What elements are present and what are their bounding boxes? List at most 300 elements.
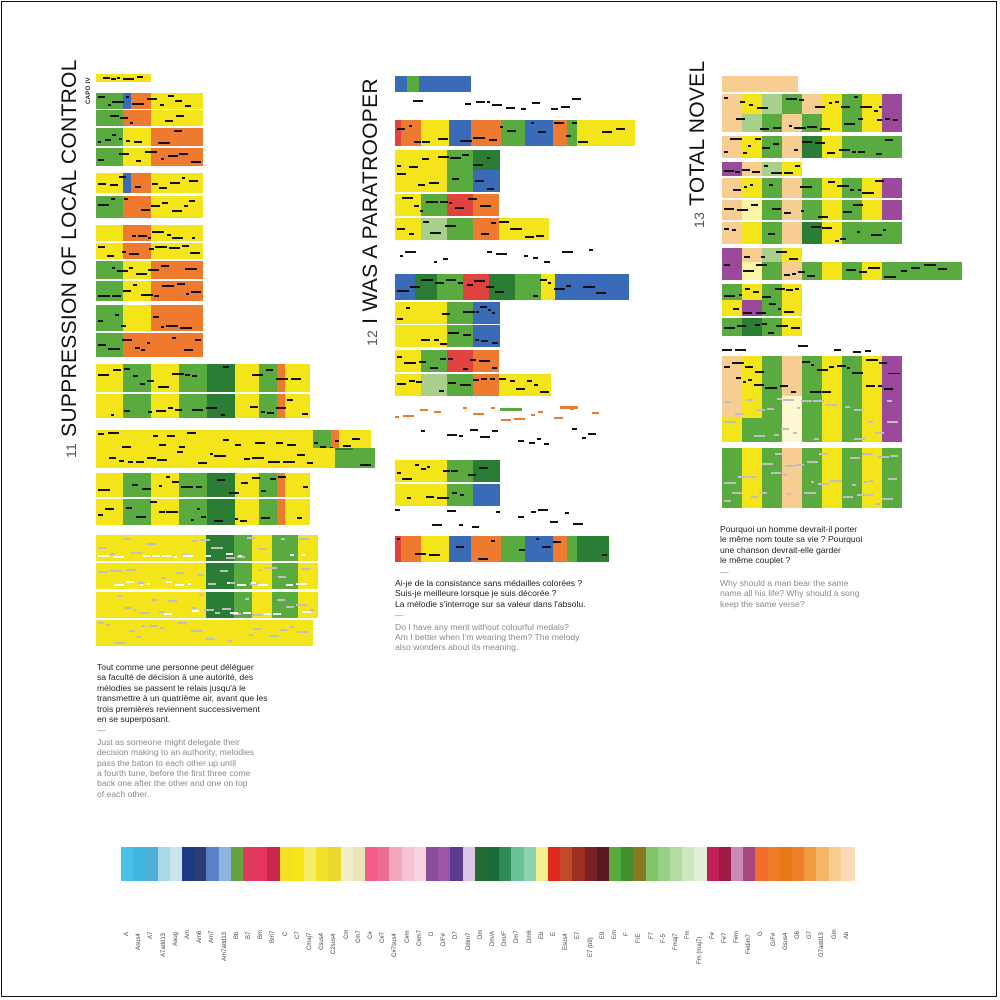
- chord-block: [395, 302, 447, 324]
- note-mark: [214, 455, 226, 457]
- note-mark: [837, 185, 849, 187]
- note-mark: [296, 604, 307, 606]
- note-mark: [243, 612, 251, 614]
- note-mark: [854, 96, 858, 98]
- note-mark: [177, 283, 185, 285]
- note-mark: [227, 582, 230, 584]
- legend-label: A7add13: [161, 932, 167, 957]
- chord-block: [802, 94, 822, 114]
- note-mark: [119, 153, 129, 155]
- note-mark: [748, 145, 751, 147]
- note-mark: [443, 258, 448, 260]
- note-mark: [119, 176, 126, 178]
- note-mark: [113, 556, 124, 558]
- note-mark: [192, 540, 197, 542]
- note-mark: [191, 519, 194, 521]
- note-mark: [822, 227, 832, 229]
- chord-block: [782, 94, 802, 114]
- note-mark: [254, 628, 261, 630]
- note-mark: [129, 253, 139, 255]
- note-mark: [174, 556, 177, 558]
- note-mark: [419, 361, 426, 363]
- legend-label: Am: [185, 930, 191, 939]
- text-line: Why should a man bear the same: [720, 578, 849, 589]
- chord-block: [842, 178, 862, 198]
- note-mark: [106, 624, 110, 626]
- note-mark: [98, 433, 104, 435]
- note-mark: [521, 108, 526, 110]
- note-mark: [123, 78, 134, 80]
- chord-block: [96, 448, 329, 468]
- note-mark: [460, 494, 464, 496]
- chord-block: [179, 394, 207, 418]
- chord-block: [447, 218, 473, 240]
- note-mark: [132, 103, 144, 105]
- note-mark: [140, 584, 143, 586]
- note-mark: [755, 371, 764, 373]
- note-mark: [407, 497, 411, 499]
- note-mark: [117, 270, 128, 272]
- note-mark: [500, 126, 503, 128]
- chord-block: [553, 536, 567, 562]
- note-mark: [801, 210, 804, 212]
- note-mark: [476, 311, 479, 313]
- note-mark: [182, 177, 185, 179]
- legend-label: Fmaj7: [673, 933, 679, 950]
- note-mark: [807, 461, 818, 463]
- note-mark: [261, 490, 266, 492]
- note-mark: [491, 222, 496, 224]
- note-mark: [397, 318, 403, 320]
- note-mark: [201, 516, 206, 518]
- note-mark: [314, 442, 318, 444]
- note-mark: [152, 599, 158, 601]
- note-mark: [164, 613, 172, 615]
- note-mark: [423, 221, 429, 223]
- note-mark: [148, 237, 151, 239]
- note-mark: [287, 399, 293, 401]
- note-mark: [146, 543, 157, 545]
- note-mark: [750, 184, 753, 186]
- note-mark: [252, 374, 263, 376]
- note-mark: [160, 104, 164, 106]
- note-mark: [795, 464, 804, 466]
- note-mark: [532, 102, 540, 104]
- note-mark: [108, 104, 111, 106]
- note-mark: [828, 181, 835, 183]
- note-mark: [470, 429, 478, 431]
- note-mark: [787, 493, 791, 495]
- note-mark: [147, 583, 150, 585]
- note-mark: [724, 500, 731, 502]
- text-line: en se superposant.: [97, 714, 171, 725]
- note-mark: [458, 282, 463, 284]
- note-mark: [181, 486, 193, 488]
- legend-label: F-5: [661, 934, 667, 943]
- note-mark: [724, 208, 734, 210]
- note-mark: [877, 456, 889, 458]
- note-mark: [778, 308, 781, 310]
- note-mark: [184, 205, 188, 207]
- legend-swatch-ab: [841, 847, 855, 881]
- note-mark: [430, 367, 438, 369]
- note-mark: [465, 103, 471, 105]
- chord-block: [842, 222, 862, 244]
- chord-block: [722, 114, 742, 132]
- chord-block: [862, 94, 882, 114]
- note-mark: [818, 483, 829, 485]
- description-en: [97, 737, 317, 799]
- note-mark: [487, 251, 492, 253]
- note-mark: [167, 435, 175, 437]
- note-mark: [724, 170, 734, 172]
- chord-block: [802, 470, 822, 488]
- note-mark: [110, 184, 118, 186]
- note-mark: [148, 269, 159, 271]
- note-mark: [829, 102, 832, 104]
- note-mark: [140, 612, 149, 614]
- note-mark: [565, 512, 569, 514]
- note-mark: [550, 521, 558, 523]
- legend-label: Dm6: [527, 930, 533, 943]
- legend-label: Cm7: [356, 930, 362, 943]
- chord-block: [151, 333, 203, 357]
- note-mark: [169, 247, 180, 249]
- chord-block: [96, 281, 123, 301]
- note-mark: [235, 444, 241, 446]
- note-mark: [744, 256, 750, 258]
- chord-block: [473, 484, 500, 506]
- note-mark: [733, 189, 741, 191]
- note-mark: [737, 209, 748, 211]
- note-mark: [229, 492, 239, 494]
- note-mark: [414, 205, 419, 207]
- note-mark: [492, 312, 495, 314]
- chord-block: [822, 262, 842, 280]
- note-mark: [868, 267, 880, 269]
- note-mark: [211, 547, 223, 549]
- note-mark: [764, 165, 768, 167]
- text-line: Pourquoi un homme devrait-il porter: [720, 524, 858, 534]
- note-mark: [280, 629, 287, 631]
- note-mark: [179, 153, 188, 155]
- note-mark: [938, 268, 947, 270]
- note-mark: [397, 538, 400, 540]
- legend-label: Ddim7: [466, 932, 472, 950]
- note-mark: [450, 157, 461, 159]
- chord-block: [151, 148, 203, 166]
- note-mark: [296, 583, 307, 585]
- note-mark: [451, 470, 458, 472]
- chord-block: [862, 448, 882, 470]
- legend-label: Bm7: [270, 930, 276, 943]
- note-mark: [468, 474, 476, 476]
- note-mark: [811, 364, 814, 366]
- chord-block: [782, 178, 802, 198]
- note-mark: [98, 555, 109, 557]
- note-mark: [276, 407, 286, 409]
- note-mark: [596, 292, 606, 294]
- legend-label: F#7: [722, 932, 728, 943]
- note-mark: [277, 599, 285, 601]
- text-line: name all his life? Why should a song: [720, 588, 860, 599]
- separator: —: [97, 725, 106, 736]
- note-mark: [105, 139, 111, 141]
- legend-label: C#m7: [417, 929, 423, 946]
- note-mark: [141, 349, 145, 351]
- description-fr: [395, 578, 655, 609]
- note-mark: [739, 294, 742, 296]
- note-mark: [162, 202, 168, 204]
- note-mark: [791, 391, 796, 393]
- note-mark: [197, 508, 200, 510]
- chord-block: [123, 333, 151, 357]
- text-line: Ai-je de la consistance sans médailles colorées ?: [395, 578, 583, 588]
- legend-label: Ab: [844, 931, 850, 939]
- note-mark: [866, 359, 878, 361]
- note-mark: [573, 523, 583, 525]
- chord-block: [96, 225, 123, 241]
- note-mark: [168, 155, 178, 157]
- note-mark: [481, 340, 488, 342]
- note-mark: [449, 202, 452, 204]
- note-mark: [767, 408, 774, 410]
- note-mark: [854, 409, 864, 411]
- note-mark: [866, 385, 875, 387]
- note-mark: [474, 280, 485, 282]
- note-mark: [475, 180, 484, 182]
- note-mark: [499, 221, 509, 223]
- note-mark: [159, 187, 167, 189]
- note-mark: [276, 378, 288, 380]
- note-mark: [177, 451, 183, 453]
- note-mark: [266, 369, 273, 371]
- note-mark: [199, 594, 203, 596]
- note-mark: [745, 288, 750, 290]
- note-mark: [142, 625, 145, 627]
- chord-block: [862, 488, 882, 508]
- note-mark: [162, 285, 174, 287]
- legend-swatch-am7: [206, 847, 220, 881]
- note-mark: [208, 583, 216, 585]
- note-mark: [815, 106, 825, 108]
- chord-block: [501, 120, 525, 146]
- chord-block: [842, 94, 862, 114]
- note-mark: [435, 282, 444, 284]
- note-mark: [858, 151, 865, 153]
- note-mark: [134, 141, 142, 143]
- legend-swatch-g: [755, 847, 769, 881]
- legend-label: C#7sus4: [392, 933, 398, 957]
- note-mark: [791, 327, 800, 329]
- note-mark: [286, 584, 293, 586]
- note-mark: [111, 78, 116, 80]
- note-mark: [124, 538, 130, 540]
- song-13-title: 13TOTAL NOVEL: [686, 60, 709, 228]
- legend-label: Aaug: [173, 931, 179, 946]
- note-mark: [854, 438, 865, 440]
- note-mark: [241, 482, 248, 484]
- note-mark: [172, 337, 176, 339]
- note-mark: [768, 332, 774, 334]
- legend-label: F#m: [734, 931, 740, 943]
- note-mark: [724, 482, 736, 484]
- chord-block: [206, 592, 234, 618]
- chord-block: [882, 114, 902, 132]
- description-en: [720, 578, 950, 609]
- chord-block: [722, 76, 798, 92]
- note-mark: [286, 606, 294, 608]
- note-mark: [860, 106, 872, 108]
- note-mark: [822, 391, 831, 393]
- chord-block: [277, 499, 285, 525]
- note-mark: [415, 553, 426, 555]
- note-mark: [119, 460, 124, 462]
- note-mark: [186, 293, 189, 295]
- note-mark: [837, 365, 846, 367]
- note-mark: [510, 228, 522, 230]
- note-mark: [843, 496, 853, 498]
- text-line: Am I better when I'm wearing them? The melody: [395, 632, 580, 643]
- note-mark: [885, 118, 890, 120]
- note-mark: [402, 478, 412, 480]
- note-mark: [850, 457, 860, 459]
- note-mark: [223, 439, 229, 441]
- note-mark: [762, 147, 770, 149]
- note-mark: [786, 98, 797, 100]
- chord-block: [96, 110, 123, 126]
- text-line: transmettre à un quatrième air, avant que les: [97, 693, 268, 704]
- chord-block: [802, 448, 822, 470]
- chord-block: [882, 374, 902, 396]
- note-mark: [815, 142, 825, 144]
- note-mark: [542, 546, 551, 548]
- chord-block: [285, 473, 310, 497]
- note-mark: [887, 400, 892, 402]
- note-mark: [297, 454, 305, 456]
- legend-label: Cmaj7: [307, 932, 313, 950]
- note-mark: [784, 212, 791, 214]
- chord-block: [742, 488, 762, 508]
- legend-label: F: [624, 932, 630, 936]
- chord-block: [123, 394, 151, 418]
- note-mark: [154, 295, 159, 297]
- chord-block: [449, 120, 471, 146]
- note-mark: [189, 180, 198, 182]
- text-line: trois premières reviennent successivement: [97, 703, 260, 714]
- note-mark: [162, 555, 171, 557]
- chord-block: [722, 222, 742, 244]
- note-mark: [602, 131, 612, 133]
- note-mark: [456, 546, 464, 548]
- note-mark: [404, 362, 416, 364]
- legend-label: Esus4: [563, 933, 569, 950]
- note-mark: [724, 228, 729, 230]
- note-mark: [776, 325, 788, 327]
- text-line: sa faculté de décision à une autorité, des: [97, 672, 254, 683]
- chord-block: [151, 305, 203, 331]
- note-mark: [135, 347, 140, 349]
- note-mark: [252, 614, 263, 616]
- note-mark: [467, 284, 473, 286]
- chord-block: [151, 473, 179, 497]
- note-mark: [827, 152, 835, 154]
- note-mark: [228, 640, 232, 642]
- note-mark: [582, 437, 586, 439]
- legend-label: D: [429, 931, 435, 936]
- note-mark: [98, 246, 105, 248]
- text-line: also wonders about its meaning.: [395, 642, 519, 653]
- chord-block: [882, 222, 902, 244]
- note-mark: [732, 362, 744, 364]
- note-mark: [270, 478, 276, 480]
- note-mark: [226, 553, 233, 555]
- text-line: decision making to an authority, melodies: [97, 747, 254, 758]
- note-mark: [853, 351, 861, 353]
- separator: —: [395, 610, 404, 621]
- note-mark: [98, 344, 106, 346]
- note-mark: [473, 164, 483, 166]
- note-mark: [442, 313, 450, 315]
- note-mark: [771, 472, 781, 474]
- note-mark: [397, 383, 406, 385]
- chord-block: [151, 394, 179, 418]
- note-mark: [890, 455, 898, 457]
- note-mark: [98, 295, 110, 297]
- note-mark: [516, 388, 525, 390]
- note-mark: [572, 98, 581, 100]
- chord-block: [782, 488, 802, 508]
- chord-block: [525, 120, 553, 146]
- note-mark: [302, 413, 308, 415]
- note-mark: [133, 284, 137, 286]
- note-mark: [133, 609, 136, 611]
- note-mark: [98, 159, 104, 161]
- note-mark: [410, 286, 420, 288]
- note-mark: [190, 252, 200, 254]
- legend-label: E7 (b9): [588, 937, 594, 957]
- note-mark: [112, 267, 115, 269]
- note-mark: [760, 128, 769, 130]
- note-mark: [776, 251, 787, 253]
- note-mark: [473, 379, 479, 381]
- note-mark: [527, 380, 532, 382]
- note-mark: [817, 369, 828, 371]
- note-mark: [499, 378, 506, 380]
- note-mark: [195, 339, 201, 341]
- note-mark: [166, 581, 172, 583]
- chord-block: [96, 148, 123, 166]
- note-mark: [724, 151, 728, 153]
- note-mark: [440, 343, 447, 345]
- note-mark: [290, 626, 294, 628]
- chord-block: [259, 394, 277, 418]
- chord-block: [207, 364, 235, 392]
- note-mark: [843, 211, 852, 213]
- note-mark: [840, 238, 846, 240]
- note-mark: [562, 251, 573, 253]
- note-mark: [251, 582, 256, 584]
- note-mark: [857, 494, 866, 496]
- chord-block: [313, 448, 335, 468]
- chord-block: [842, 488, 862, 508]
- note-mark: [259, 569, 262, 571]
- note-mark: [765, 387, 777, 389]
- note-mark: [754, 384, 764, 386]
- note-mark: [794, 127, 806, 129]
- description-fr: [720, 524, 950, 566]
- note-mark: [754, 435, 765, 437]
